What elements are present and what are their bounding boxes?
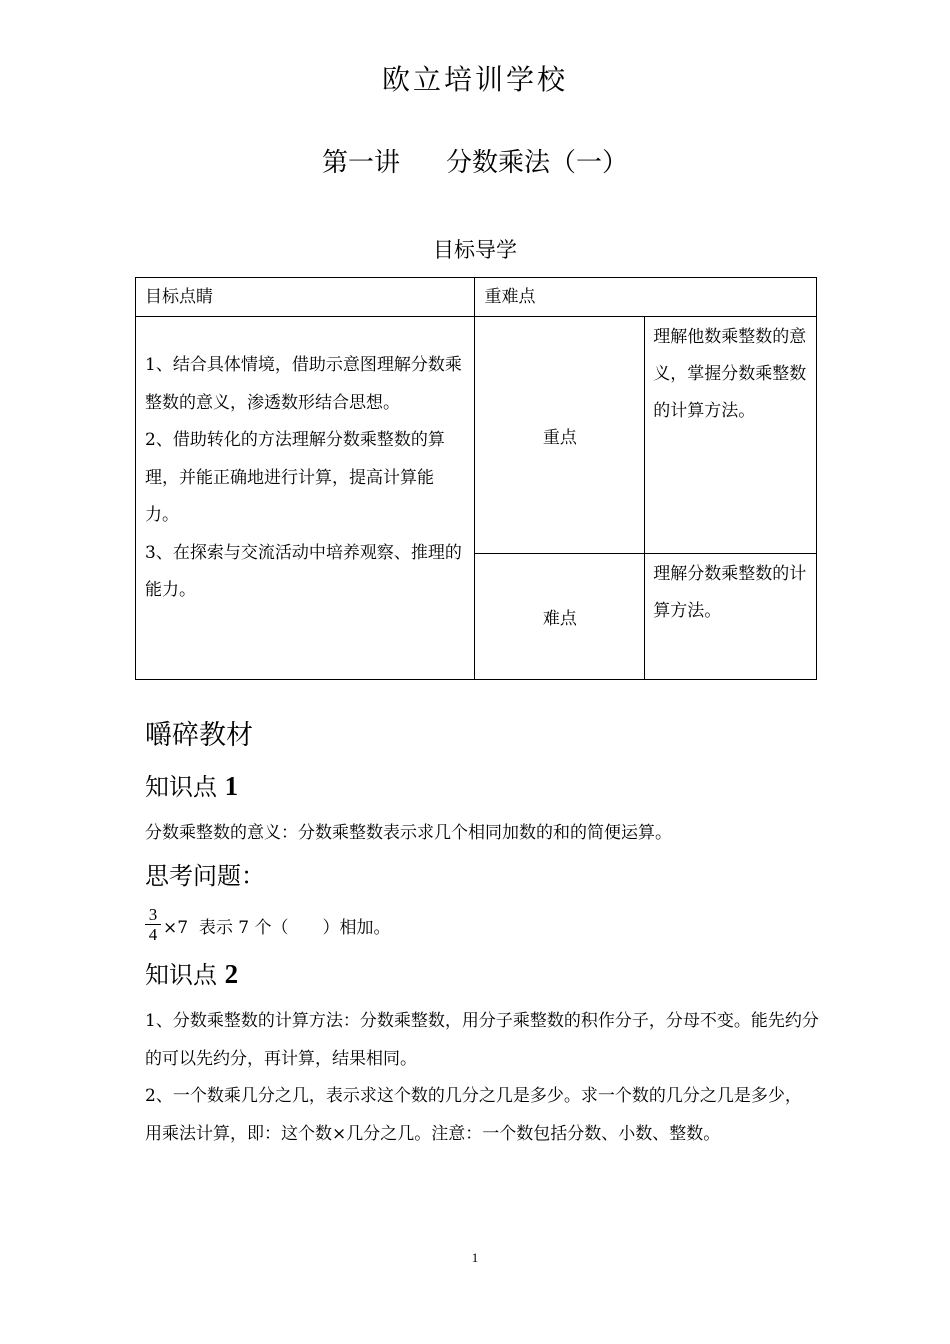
page-number: 1 bbox=[471, 1250, 479, 1265]
key-points-header: 重难点 bbox=[475, 278, 817, 317]
kp2-paragraph-2: 2、一个数乘几分之几，表示求这个数的几分之几是多少。求一个数的几分之几是多少，用乘法计算，即：这个数×几分之几。注意：一个数包括分数、小数、整数。 bbox=[145, 1086, 802, 1144]
lecture-topic: 分数乘法（一） bbox=[446, 148, 629, 178]
material-section-title: 嚼碎教材 bbox=[145, 720, 253, 751]
kp1-label: 知识点 bbox=[145, 773, 217, 801]
lecture-number: 第一讲 bbox=[321, 148, 400, 178]
objective-item: 2、借助转化的方法理解分数乘整数的算理，并能正确地进行计算，提高计算能力。 bbox=[145, 430, 445, 525]
knowledge-point-1-heading bbox=[145, 767, 238, 802]
fraction-denominator: 4 bbox=[148, 925, 158, 944]
objectives-header: 目标点睛 bbox=[136, 278, 475, 317]
kp2-number: 2 bbox=[224, 959, 239, 989]
fraction-numerator: 3 bbox=[148, 905, 158, 924]
kp2-paragraph-1: 1、分数乘整数的计算方法：分数乘整数，用分子乘整数的积作分子，分母不变。能先约分的可以先约分，再计算，结果相同。 bbox=[145, 1011, 819, 1069]
think-title: 思考问题： bbox=[145, 862, 265, 890]
lecture-title bbox=[0, 142, 950, 179]
objective-item: 3、在探索与交流活动中培养观察、推理的能力。 bbox=[145, 542, 462, 600]
objectives-cell bbox=[136, 317, 475, 680]
think-question: ×7 表示 7 个（ ）相加。 bbox=[163, 918, 391, 938]
goals-section-title: 目标导学 bbox=[433, 238, 517, 262]
difficult-point-text: 理解分数乘整数的计算方法。 bbox=[645, 554, 817, 680]
objective-item: 1、结合具体情境，借助示意图理解分数乘整数的意义，渗透数形结合思想。 bbox=[145, 355, 462, 413]
school-name: 欧立培训学校 bbox=[381, 63, 568, 96]
knowledge-point-2-heading bbox=[145, 955, 238, 990]
kp1-number: 1 bbox=[224, 771, 239, 801]
kp2-label: 知识点 bbox=[145, 961, 217, 989]
fraction bbox=[145, 905, 161, 945]
key-point-label: 重点 bbox=[475, 317, 645, 554]
difficult-point-label: 难点 bbox=[475, 554, 645, 680]
goals-table bbox=[135, 277, 817, 680]
kp1-text: 分数乘整数的意义：分数乘整数表示求几个相同加数的和的简便运算。 bbox=[145, 823, 672, 843]
key-point-text: 理解他数乘整数的意义，掌握分数乘整数的计算方法。 bbox=[645, 317, 817, 554]
